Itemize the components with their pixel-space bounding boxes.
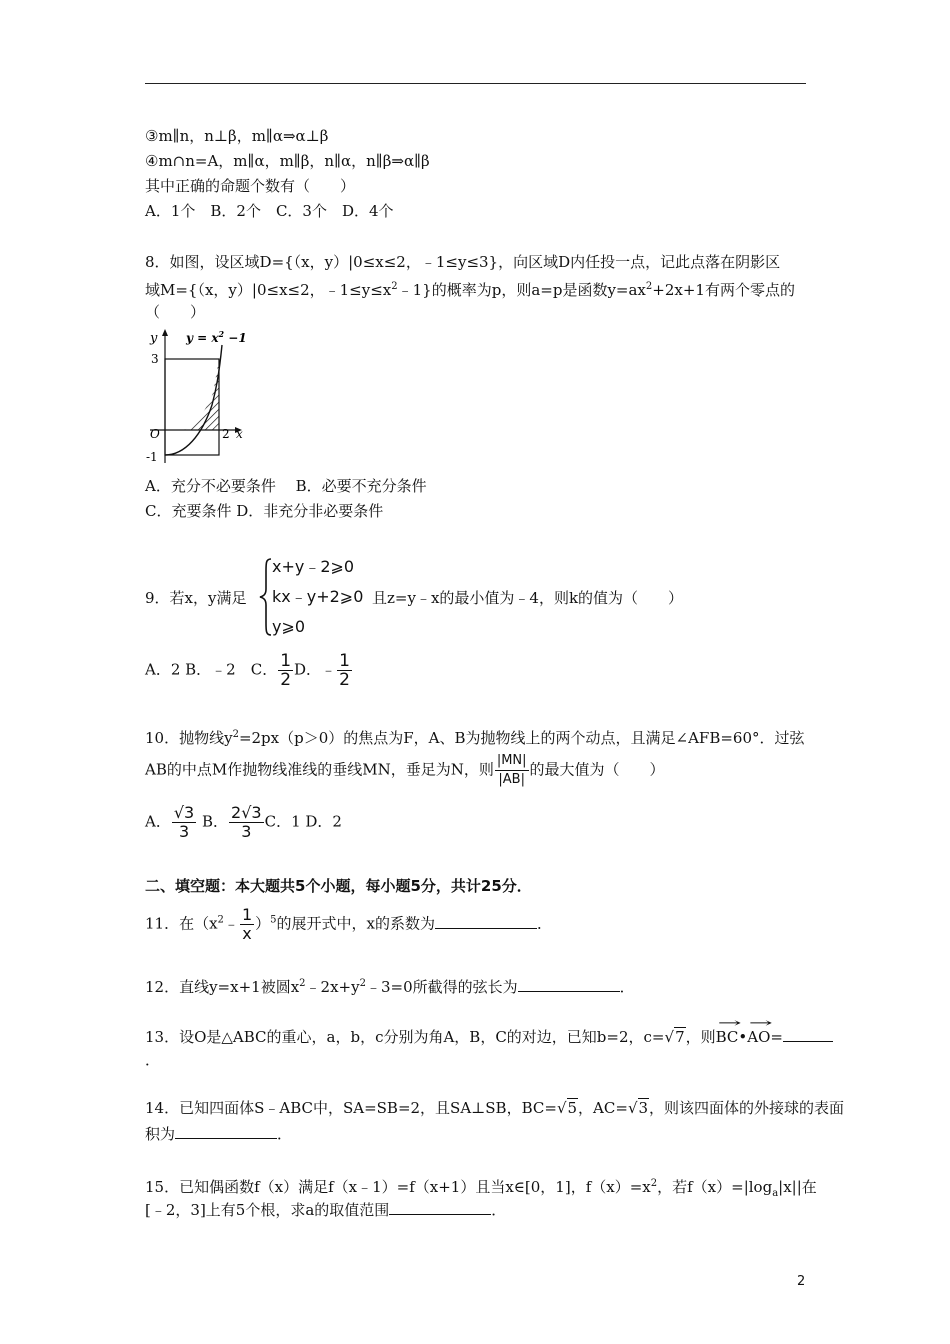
q15-text-line1: 15．已知偶函数f（x）满足f（x﹣1）=f（x+1）且当x∈[0，1]，$f(x)=x^2$，若$f(x)=|\log_a|x||$在 [145, 1178, 817, 1199]
q7-proposition-3: ③m∥n，n⊥β，m∥α⇒α⊥β [145, 127, 329, 145]
q9-suffix: 且z=y﹣x的最小值为﹣4，则k的值为（ ） [372, 589, 684, 607]
q8-options-ab: A．充分不必要条件 B．必要不充分条件 [145, 477, 427, 495]
q8-options-cd: C．充要条件 D．非充分非必要条件 [145, 502, 384, 520]
q14-sqrt-5: 5 [567, 1099, 578, 1117]
q11-answer-blank[interactable] [435, 913, 537, 929]
q14-answer-blank[interactable] [175, 1123, 277, 1139]
q8-figure [140, 325, 260, 470]
q8-paren: （ ） [145, 303, 206, 321]
fig-y-label: y [150, 331, 158, 346]
q10-options: A． $\frac{√3}{3}$ B． $\frac{2√3}{3}$ C．1 D．2 [145, 803, 342, 841]
q13-sqrt-7: 7 [675, 1028, 685, 1046]
q13-answer-blank[interactable] [783, 1026, 833, 1042]
fig-x-label: x [236, 427, 243, 441]
y-axis-arrow [162, 329, 168, 336]
shaded-region-M [182, 359, 219, 430]
q8-text-line2: 域M={（x，y）|0≤x≤2，$﹣1\le y\le x^2﹣1$}的概率为p，则a=p是函数$y=ax^2+2x+1$有两个零点的 [145, 281, 795, 299]
header-rule [145, 83, 806, 84]
q14-text-line2: 积为 ． [145, 1125, 293, 1143]
q8-text-line1: 8．如图，设区域D={（x，y）|0≤x≤2，﹣1≤y≤3}，向区域D内任投一点，记此点落在阴影区 [145, 253, 781, 271]
q13-vector-ao: → AO [747, 1027, 770, 1047]
q13-end: ． [145, 1051, 161, 1069]
q11-fraction: $\frac{1}{x}$ [241, 905, 253, 943]
fig-curve-label: $y = x^2 -1$ [186, 329, 247, 345]
q9-option-d-fraction: $\frac{1}{2}$ [339, 651, 350, 690]
section-2-heading: 二、填空题：本大题共5个小题，每小题5分，共计25分． [145, 877, 532, 895]
q10-text-line1: 10．抛物线$y^2=2px(p>0)$的焦点为F，A、B为抛物线上的两个动点，且满足∠AFB=60°．过弦 [145, 729, 805, 747]
q15-answer-blank[interactable] [389, 1199, 491, 1215]
q9-constraint-2: kx﹣y+2⩾0 [272, 587, 364, 606]
q9-option-c-fraction: $\frac{1}{2}$ [280, 651, 292, 690]
q9-prefix: 9．若x，y满足 [145, 589, 247, 607]
fig-tick-3: 3 [151, 352, 159, 366]
q9-constraint-3: y⩾0 [272, 617, 306, 636]
q14-text-line1: 14．已知四面体S﹣ABC中，SA=SB=2，且SA⊥SB，BC=√5，AC=√3，则该四面体的外接球的表面 [145, 1099, 845, 1117]
q13-text: 13．设O是△ABC的重心，a，b，c分别为角A，B，C的对边，已知b=2，c=√7，则→ BC•→ AO= [145, 1026, 833, 1047]
fig-origin: O [150, 427, 160, 441]
q10-option-a-fraction: $\frac{√3}{3}$ [173, 803, 195, 841]
parabola-curve [165, 345, 222, 455]
page-number: 2 [797, 1274, 806, 1289]
q10-ratio-fraction: $\frac{|MN|}{|AB|}$ [496, 753, 527, 787]
q9-constraint-1: x+y﹣2⩾0 [272, 557, 355, 576]
q10-option-b-fraction: $\frac{2√3}{3}$ [231, 803, 262, 841]
fig-tick-2: 2 [222, 427, 230, 441]
q9-options: A．2 B．﹣2 C． $\frac{1}{2}$ D．﹣ $\frac{1}{2}$ [145, 651, 350, 690]
q7-stem: 其中正确的命题个数有（ ） [145, 177, 356, 195]
q11-text: 11．在（$x^2﹣$ $\frac{1}{x}$ ）$^5$的展开式中，x的系数为 ． [145, 905, 552, 943]
q14-sqrt-3: 3 [638, 1099, 649, 1117]
q7-proposition-4: ④m∩n=A，m∥α，m∥β，n∥α，n∥β⇒α∥β [145, 152, 430, 170]
q7-options: A．1个 B．2个 C．3个 D．4个 [145, 202, 394, 220]
q10-text-line2: AB的中点M作抛物线准线的垂线MN，垂足为N，则 $\frac{|MN|}{|AB|}$ 的最大值为（ ） [145, 753, 665, 787]
q15-text-line2: [﹣2，3]上有5个根，求a的取值范围 ． [145, 1201, 507, 1219]
fig-tick-minus1: -1 [146, 450, 158, 464]
q13-vector-bc: → BC [716, 1027, 739, 1047]
q12-text: 12．直线y=x+1被圆$x^2﹣2x+y^2﹣3=0$所截得的弦长为 ． [145, 978, 635, 996]
q12-answer-blank[interactable] [518, 976, 620, 992]
